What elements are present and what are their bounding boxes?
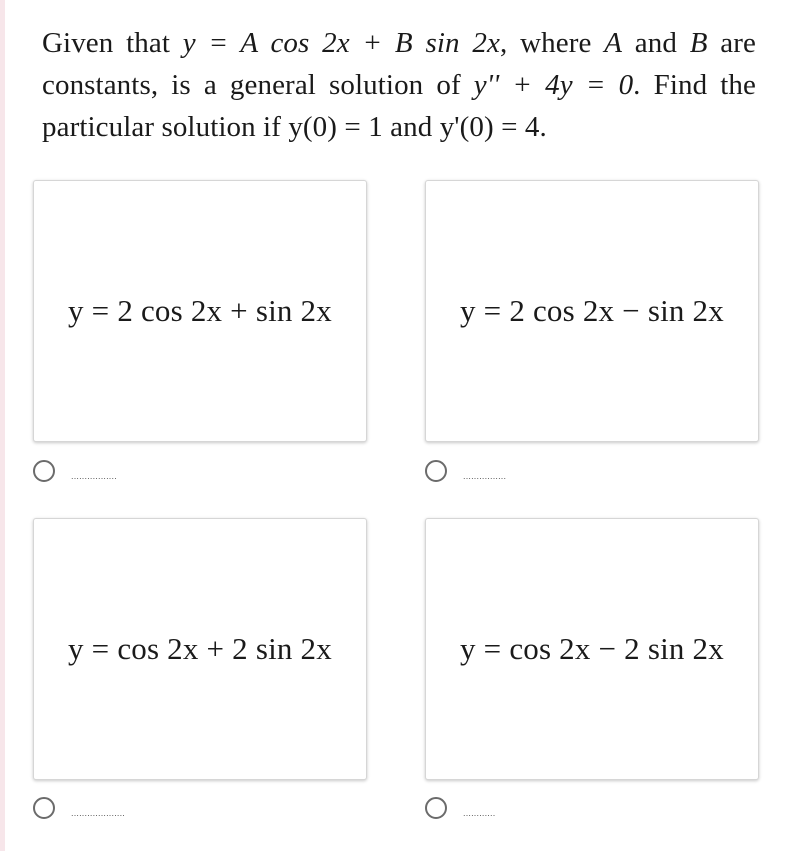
question-text bbox=[42, 22, 756, 148]
option-card-2[interactable] bbox=[425, 180, 759, 442]
option-label-3: .................... bbox=[71, 808, 126, 818]
constant-a: A bbox=[604, 27, 623, 59]
option-formula-4: y = cos 2x − 2 sin 2x bbox=[460, 631, 724, 666]
question-part: , where bbox=[499, 27, 605, 59]
equation-general-solution: y = A cos 2x + B sin 2x bbox=[182, 27, 500, 59]
option-choice-1[interactable] bbox=[33, 460, 117, 482]
option-formula-2: y = 2 cos 2x − sin 2x bbox=[460, 293, 724, 328]
radio-button-2[interactable] bbox=[425, 460, 447, 482]
option-choice-2[interactable] bbox=[425, 460, 506, 482]
equation-ode: y'' + 4y = 0 bbox=[473, 69, 634, 101]
left-accent-bar bbox=[0, 0, 5, 851]
option-label-2: ................ bbox=[463, 471, 507, 481]
radio-button-4[interactable] bbox=[425, 797, 447, 819]
option-card-4[interactable] bbox=[425, 518, 759, 780]
question-part: . bbox=[539, 111, 547, 143]
question-part: Given that bbox=[42, 27, 183, 59]
radio-button-1[interactable] bbox=[33, 460, 55, 482]
initial-condition-2: y'(0) = 4 bbox=[439, 111, 540, 143]
question-part: are constants, is a general solution of bbox=[42, 27, 756, 101]
radio-button-3[interactable] bbox=[33, 797, 55, 819]
constant-b: B bbox=[689, 27, 708, 59]
question-part: . Find the particular solution if bbox=[42, 69, 756, 143]
option-formula-3: y = cos 2x + 2 sin 2x bbox=[68, 631, 332, 666]
option-card-3[interactable] bbox=[33, 518, 367, 780]
option-label-4: ............ bbox=[463, 808, 496, 818]
question-part: and bbox=[622, 27, 690, 59]
question-part: and bbox=[382, 111, 440, 143]
option-formula-1: y = 2 cos 2x + sin 2x bbox=[68, 293, 332, 328]
option-choice-3[interactable] bbox=[33, 797, 125, 819]
option-card-1[interactable] bbox=[33, 180, 367, 442]
option-choice-4[interactable] bbox=[425, 797, 495, 819]
initial-condition-1: y(0) = 1 bbox=[288, 111, 383, 143]
option-label-1: ................. bbox=[71, 471, 117, 481]
